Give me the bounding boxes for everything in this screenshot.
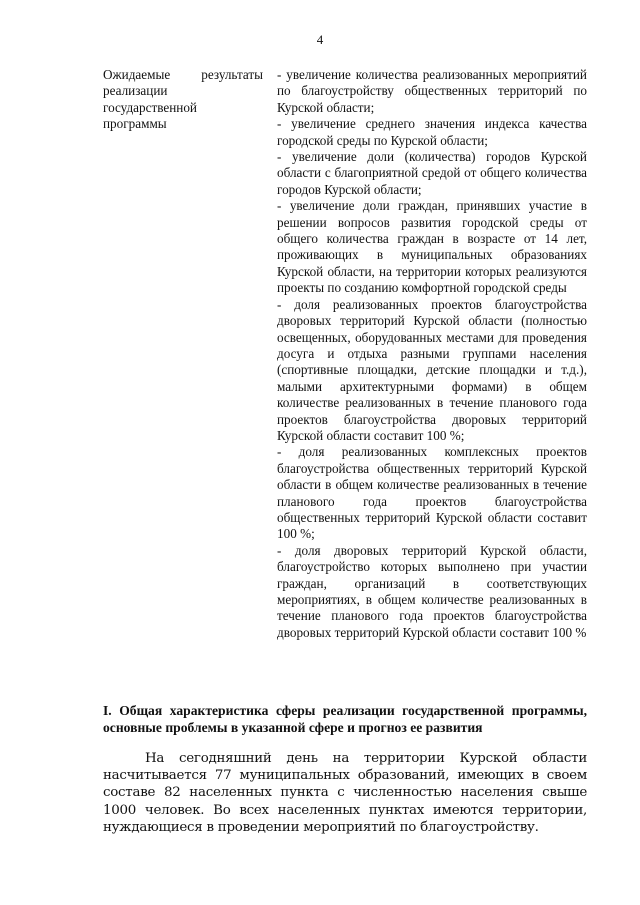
expected-results-list	[277, 67, 587, 641]
result-item: - увеличение среднего значения индекса качества городской среды по Курской области;	[277, 116, 587, 148]
expected-results-label: Ожидаемые результаты реализации государственной программы	[103, 67, 263, 132]
result-item: - доля дворовых территорий Курской области, благоустройство которых выполнено при участии граждан, организаций в соответствующих мероприятиях, в общем количестве реализованных в течение планового года проектов благоустройства дворовых территорий Курской области составит 100 %	[277, 542, 587, 640]
body-paragraph: На сегодняшний день на территории Курской области насчитывается 77 муниципальных образований, имеющих в своем составе 82 населенных пункта с численностью населения свыше 1000 человек. Во всех населенных пунктах имеются территории, нуждающиеся в проведении мероприятий по благоустройству.	[103, 751, 587, 835]
page-number: 4	[316, 32, 324, 47]
result-item: - увеличение доли (количества) городов Курской области с благоприятной средой от общего количества городов Курской области;	[277, 149, 587, 197]
section-heading: I. Общая характеристика сферы реализации государственной программы, основные проблемы в указанной сфере и прогноз ее развития	[103, 703, 587, 735]
result-item: - увеличение количества реализованных мероприятий по благоустройству общественных территорий по Курской области;	[277, 67, 587, 115]
result-item: - доля реализованных комплексных проектов благоустройства общественных территорий Курской области в общем количестве реализованных в течение планового года проектов благоустройства общественных территорий Курской области составит 100 %;	[277, 444, 587, 542]
result-item: - увеличение доли граждан, принявших участие в решении вопросов развития городской среды от общего количества граждан в возрасте от 14 лет, проживающих в муниципальных образованиях Курской области, на территории которых реализуются проекты по созданию комфортной городской среды	[277, 198, 587, 296]
result-item: - доля реализованных проектов благоустройства дворовых территорий Курской области (полностью освещенных, оборудованных местами для проведения досуга и отдыха разными группами населения (спортивные площадки, детские площадки и т.д.), малыми архитектурными формами) в общем количестве реализованных в течение планового года проектов благоустройства дворовых территорий Курской области составит 100 %;	[277, 296, 587, 443]
